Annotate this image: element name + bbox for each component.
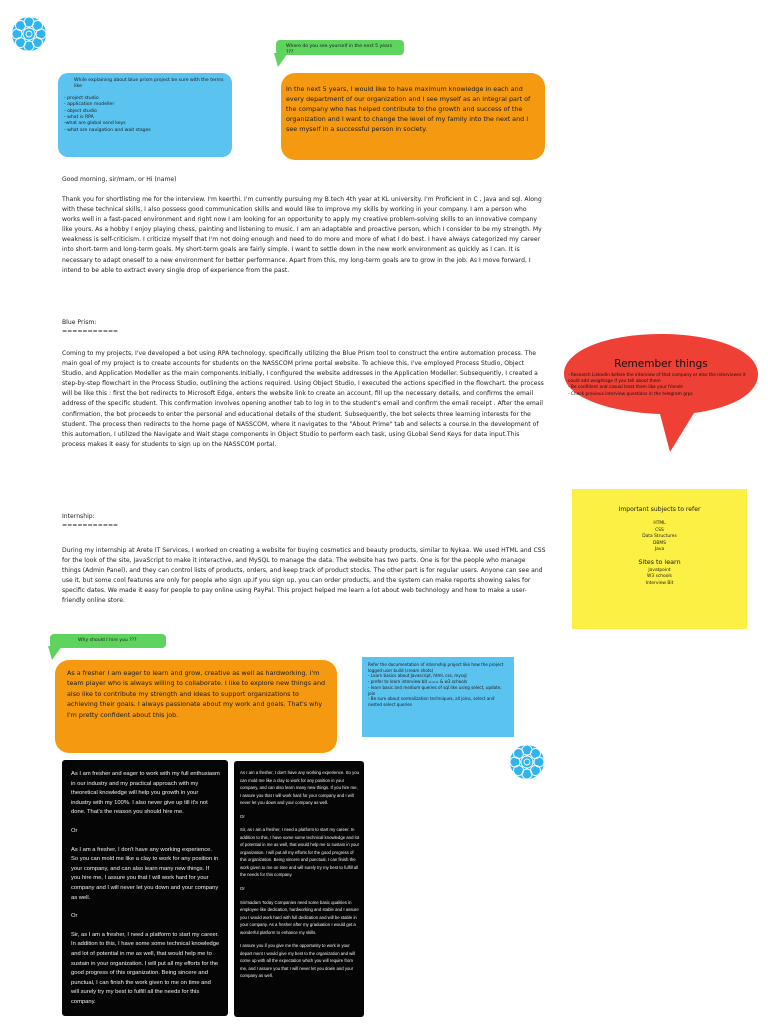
internship-paragraph: During my internship at Arete IT Services, I worked on creating a website for buying cosmetics and beauty products, similar to Nykaa. We used HTML and CSS for the look of the site, JavaScript to make it interactive, and MySQL to manage the data. The website has two parts. One is for the people who manage things (Admin Panel), and they can control lists of products, orders, and keep track of product stocks. The other part is for regular users. Anyone can see and use it, but some cool features are only for people who sign up.If you sign up, you can order products, and the system can make reports showing sales for specific dates. We made it easy for people to pay online using PayPal. This project helped me learn a lot about web technology and how to make a user-friendly online store. bbox=[62, 547, 546, 605]
question-bubble-where bbox=[276, 40, 404, 55]
internship-heading: Internship: bbox=[62, 513, 95, 520]
or-separator: Or bbox=[240, 813, 245, 819]
list-item: - Learn basics about Javascript, html, css, mysql bbox=[368, 673, 467, 679]
greeting: Good morning, sir/mam, or Hi (name) bbox=[62, 176, 177, 183]
remember-list bbox=[568, 373, 754, 398]
list-item: - project studio bbox=[64, 95, 99, 101]
list-item: Refer the documentation of internship project like how the project logged user build (cream shots) bbox=[368, 662, 504, 673]
remember-title: Remember things bbox=[614, 358, 708, 370]
list-item: Java bbox=[654, 547, 665, 553]
hire-answers-panel-left bbox=[62, 760, 228, 1016]
blue-prism-heading: Blue Prism: bbox=[62, 319, 97, 326]
answer-paragraph: Sir, as I am a fresher, I need a platform to start my career. In addition to this, I have some some technical knowledge and lot of potential in me as well, that would help me to sustain in your organization. I will put all my efforts for the good progress of this organization. Being sincere and punctual, I can finish the work given to me on time and will surely try my best to fulfill all the needs for this company. bbox=[71, 931, 220, 1005]
list-item: - Be sure about normalization techniques, all joins, select and nested select queries bbox=[368, 696, 495, 707]
list-item: Data Structures bbox=[642, 534, 677, 540]
answer-paragraph: Sir, as I am a fresher, I need a platform to start my career. In addition to this, I have some some technical knowledge and lot of potential in me as well, that would help me to sustain in your organization. I will put all my efforts for the good progress of this organization. Being sincere and punctual, I can finish the work given to me on time and will surely try my best to fulfill all the needs for this company. bbox=[240, 827, 360, 878]
blue-prism-terms-note bbox=[58, 73, 232, 157]
remember-things-bubble bbox=[562, 330, 760, 454]
list-item: - what are navigation and wait stages bbox=[64, 127, 151, 133]
question-text: Where do you see yourself in the next 5 years ??? bbox=[286, 44, 393, 55]
answer-paragraph: As I am a fresher, I don't have any working experience. So you can mold me like a clay to work for any position in your company, and can also learn many new things. If you hire me, I assure you that I will work hard for your company and I will never let you down and your company as well. bbox=[240, 770, 360, 805]
terms-list bbox=[64, 96, 226, 134]
list-item: W3 schools bbox=[647, 574, 672, 580]
answer-text: As a fresher I am eager to learn and grow, creative as well as hardworking. I'm team player who is always willing to collaborate. I like to explore new things and also like to contribute my strength and ideas to support organizations to achieving their goals. I always passionate about my work and goals. That's why I'm pretty confident about this job. bbox=[67, 669, 326, 719]
flower-icon bbox=[9, 14, 49, 54]
internship-tips-note bbox=[362, 657, 514, 737]
answer-text: In the next 5 years, I would like to have maximum knowledge in each and every department of our organization and I see myself as an integral part of the company who has helped contribute to the growth and success of the organization and I want to change the level of my family into the next and I see myself in a successful person in society. bbox=[286, 85, 531, 134]
list-item: HTML bbox=[653, 521, 666, 527]
flower-icon bbox=[507, 742, 547, 782]
list-item: - prefer to learn interview bit === & w3 schools bbox=[368, 679, 468, 685]
list-item: Interview Bit bbox=[645, 580, 674, 586]
heading-underline: =========== bbox=[62, 522, 119, 529]
note-intro: While explaining about blue prism project be sure with the terms like bbox=[74, 78, 224, 90]
heading-underline: =========== bbox=[62, 328, 119, 335]
subjects-sticky-note bbox=[572, 489, 747, 629]
hire-answers-panel-right bbox=[234, 761, 364, 1017]
answer-paragraph: Sir/madam Today Companies need some basic qualities in employee like dedication, hardworking and stable and I assure you I would work hard with full dedication and will be stable in your company. As a fresher after my graduation I would get a wonderful platform to enhance my skills. bbox=[240, 899, 359, 935]
list-item: Javatpoint bbox=[648, 567, 671, 573]
blue-prism-paragraph: Coming to my projects, I've developed a bot using RPA technology, specifically utilizing the Blue Prism tool to construct the entire automation process. The main goal of my project is to create accounts for students on the NASSCOM prime portal website. To achieve this, I've employed Process Studio, Object Studio, and Application Modeller as the main components.Initially, I configured the website addresses in the Application Modeller. Subsequently, I created a step-by-step flowchart in the Process Studio, outlining the actions required. Using Object Studio, I executed the actions specified in the flowchart. the process will be like this : first the bot redirects to Microsoft Edge, enters the website link to create an account, fill up the necessary details, and confirms the email address of the specific student. This confirmation involves opening another tab to log in to the student's email and confirm the email receipt . After the email confirmation, the bot proceeds to enter the personal and educational details of the student. Subsequently, the bot selects three learning interests for the student. The process then redirects to the home page of NASSCOM, where it navigates to the "About Prime" tab and selects a course.In the development of this automation, I utilized the Navigate and Wait stage components in Object Studio to perform each task, using GLobal Send Keys for data input.This process makes it easy for students to sign up on the NASSCOM portal. bbox=[62, 350, 544, 448]
hire-answer-note bbox=[55, 660, 337, 753]
list-item: - Research LinkedIn before the interview of that company or else the interviewer it could add weightage if you tell about them bbox=[568, 373, 746, 385]
subjects-heading: Important subjects to refer bbox=[618, 506, 701, 513]
list-item: - application modeller bbox=[64, 102, 115, 108]
question-bubble-hire bbox=[50, 634, 166, 648]
intro-paragraph: Thank you for shortlisting me for the interview. I'm keerthi. I'm currently pursuing my B.tech 4th year at KL university. I'm Proficient in C , Java and sql. Along with these technical skills, I also possess good communication skills and would like to improve my skills by working in your company. I am a person who works well in a fast-paced environment and right now I am looking for an opportunity to apply my creative problem-solving skills to an innovative company like yours. As a hobby I enjoy playing chess, painting and listening to music. I am an adaptable and proactive person, which I consider to be my strength. My weakness is self-criticism. I criticize myself that I'm not doing enough and need to do more and more of what I do best. I have always categorized my career into short-term and long-term goals. My short-term goals are fairly simple. I want to settle down in the new work environment as quickly as I can. It is necessary to adapt oneself to a new environment for better performance. Apart from this, my long-term goals are to grow in the job. As I move forward, I intend to be able to extract every single drop of experience from the past. bbox=[62, 196, 542, 274]
answer-paragraph: As I am fresher and eager to work with my full enthusiasm in our industry and my practical approach with my theoretical knowledge will help you growth in your industry with my 100%. I also never give up till it's not done. That's the reason you should hire me. bbox=[71, 771, 220, 816]
or-separator: Or bbox=[71, 913, 78, 920]
five-year-answer-note bbox=[281, 73, 545, 160]
answer-paragraph: As I am a fresher, I don't have any working experience. So you can mold me like a clay to work for any position in your company, and can also learn many new things. If you hire me, I assure you that I will work hard for your company and I will never let you down and your company as well. bbox=[71, 846, 219, 901]
answer-paragraph: I assure you if you give me the opportunity to work in your depart ment I would give my best to the organization and will come up with all the expectation which you will require from me, and I assure you that I will never let you down and your company as well. bbox=[240, 943, 356, 979]
list-item: - learn basic and medium queries of sql like using select, update, join bbox=[368, 684, 502, 696]
or-separator: Or bbox=[71, 827, 78, 834]
question-text: Why should I hire you ??? bbox=[78, 638, 137, 643]
or-separator: Or bbox=[240, 886, 245, 892]
list-item: -what are global send keys bbox=[64, 121, 126, 127]
list-item: - object studio bbox=[64, 108, 97, 114]
sites-heading: Sites to learn bbox=[638, 558, 681, 567]
list-item: CSS bbox=[655, 527, 664, 533]
list-item: DBMS bbox=[653, 540, 666, 546]
list-item: - Check previous interview questions in the telegram grps bbox=[568, 391, 693, 397]
list-item: - what is RPA bbox=[64, 115, 94, 121]
list-item: - Be confident and casual treat them like your friends bbox=[568, 385, 683, 391]
